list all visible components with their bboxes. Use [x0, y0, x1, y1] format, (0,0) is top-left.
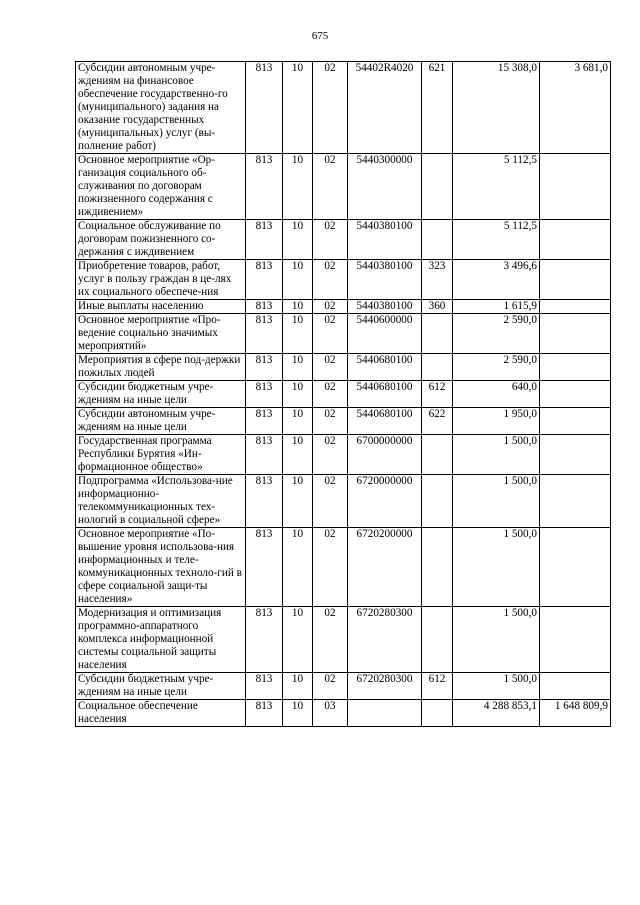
cell-amount-1: 1 500,0: [453, 528, 540, 607]
cell-amount-2: [540, 475, 611, 528]
cell-amount-1: 15 308,0: [453, 62, 540, 154]
cell-target-code: 6720280300: [348, 673, 422, 700]
cell-amount-1: 1 500,0: [453, 475, 540, 528]
cell-amount-1: 1 950,0: [453, 408, 540, 435]
cell-amount-2: [540, 673, 611, 700]
cell-name: Основное мероприятие «По-вышение уровня использова-ния информационных и теле-коммуникационных техноло-гий в сфере социальной защи-ты населения»: [76, 528, 246, 607]
table-row: [76, 408, 611, 435]
cell-name: Модернизация и оптимизация программно-аппаратного комплекса информационной системы социальной защиты населения: [76, 607, 246, 673]
cell-ved: 813: [246, 62, 283, 154]
cell-subsection: 02: [313, 435, 348, 475]
cell-section: 10: [283, 700, 313, 727]
cell-section: 10: [283, 475, 313, 528]
cell-target-code: [348, 700, 422, 727]
cell-amount-2: [540, 354, 611, 381]
cell-amount-2: [540, 528, 611, 607]
cell-amount-1: 4 288 853,1: [453, 700, 540, 727]
cell-amount-1: 1 500,0: [453, 673, 540, 700]
cell-target-code: 5440680100: [348, 354, 422, 381]
cell-amount-1: 1 615,9: [453, 300, 540, 314]
cell-ved: 813: [246, 673, 283, 700]
table-row: [76, 62, 611, 154]
cell-name: Субсидии автономным учре-ждениям на финансовое обеспечение государственно-го (муниципального) задания на оказание государственных (муниципальных) услуг (вы-полнение работ): [76, 62, 246, 154]
cell-ved: 813: [246, 607, 283, 673]
cell-section: 10: [283, 154, 313, 220]
cell-expense-type: 612: [422, 673, 453, 700]
cell-amount-1: 5 112,5: [453, 220, 540, 260]
cell-target-code: 6720000000: [348, 475, 422, 528]
cell-target-code: 5440680100: [348, 381, 422, 408]
table-row: [76, 260, 611, 300]
cell-amount-2: [540, 314, 611, 354]
table-body: [76, 62, 611, 727]
cell-name: Иные выплаты населению: [76, 300, 246, 314]
cell-expense-type: [422, 435, 453, 475]
cell-amount-2: [540, 300, 611, 314]
cell-section: 10: [283, 381, 313, 408]
cell-expense-type: 360: [422, 300, 453, 314]
cell-section: 10: [283, 300, 313, 314]
cell-expense-type: [422, 700, 453, 727]
cell-subsection: 02: [313, 354, 348, 381]
cell-expense-type: 612: [422, 381, 453, 408]
cell-ved: 813: [246, 300, 283, 314]
cell-section: 10: [283, 607, 313, 673]
cell-expense-type: 621: [422, 62, 453, 154]
cell-subsection: 03: [313, 700, 348, 727]
cell-section: 10: [283, 673, 313, 700]
cell-amount-2: [540, 260, 611, 300]
cell-target-code: 54402R4020: [348, 62, 422, 154]
cell-amount-1: 3 496,6: [453, 260, 540, 300]
table-row: [76, 607, 611, 673]
cell-amount-2: [540, 435, 611, 475]
cell-subsection: 02: [313, 381, 348, 408]
cell-ved: 813: [246, 154, 283, 220]
table-row: [76, 354, 611, 381]
cell-section: 10: [283, 354, 313, 381]
table-row: [76, 220, 611, 260]
cell-section: 10: [283, 408, 313, 435]
cell-expense-type: [422, 314, 453, 354]
cell-subsection: 02: [313, 62, 348, 154]
cell-name: Основное мероприятие «Ор-ганизация социального об-служивания по договорам пожизненного содержания с иждивением»: [76, 154, 246, 220]
cell-target-code: 6720200000: [348, 528, 422, 607]
table-row: [76, 700, 611, 727]
cell-amount-1: 1 500,0: [453, 435, 540, 475]
cell-name: Субсидии бюджетным учре-ждениям на иные цели: [76, 381, 246, 408]
cell-expense-type: 622: [422, 408, 453, 435]
cell-amount-2: 3 681,0: [540, 62, 611, 154]
cell-subsection: 02: [313, 220, 348, 260]
cell-amount-1: 640,0: [453, 381, 540, 408]
budget-table: [75, 61, 611, 727]
cell-subsection: 02: [313, 528, 348, 607]
table-row: [76, 381, 611, 408]
cell-ved: 813: [246, 220, 283, 260]
cell-name: Социальное обслуживание по договорам пожизненного со-держания с иждивением: [76, 220, 246, 260]
cell-section: 10: [283, 220, 313, 260]
table-row: [76, 673, 611, 700]
cell-amount-2: [540, 154, 611, 220]
cell-section: 10: [283, 62, 313, 154]
cell-subsection: 02: [313, 300, 348, 314]
table-row: [76, 475, 611, 528]
cell-amount-1: 2 590,0: [453, 354, 540, 381]
table-row: [76, 154, 611, 220]
page-number: 675: [311, 30, 329, 42]
cell-ved: 813: [246, 314, 283, 354]
cell-ved: 813: [246, 408, 283, 435]
cell-section: 10: [283, 528, 313, 607]
cell-name: Государственная программа Республики Бурятия «Ин-формационное общество»: [76, 435, 246, 475]
cell-target-code: 6720280300: [348, 607, 422, 673]
table-row: [76, 528, 611, 607]
cell-target-code: 5440680100: [348, 408, 422, 435]
cell-subsection: 02: [313, 607, 348, 673]
cell-ved: 813: [246, 528, 283, 607]
cell-amount-2: [540, 381, 611, 408]
cell-amount-1: 5 112,5: [453, 154, 540, 220]
cell-expense-type: [422, 475, 453, 528]
table-row: [76, 300, 611, 314]
cell-subsection: 02: [313, 673, 348, 700]
cell-amount-2: [540, 607, 611, 673]
cell-amount-1: 1 500,0: [453, 607, 540, 673]
table-row: [76, 435, 611, 475]
cell-target-code: 5440380100: [348, 260, 422, 300]
cell-ved: 813: [246, 381, 283, 408]
cell-amount-2: [540, 220, 611, 260]
cell-subsection: 02: [313, 408, 348, 435]
cell-section: 10: [283, 260, 313, 300]
cell-target-code: 5440300000: [348, 154, 422, 220]
cell-expense-type: [422, 220, 453, 260]
cell-expense-type: 323: [422, 260, 453, 300]
cell-expense-type: [422, 607, 453, 673]
cell-ved: 813: [246, 260, 283, 300]
cell-ved: 813: [246, 435, 283, 475]
cell-expense-type: [422, 154, 453, 220]
cell-name: Мероприятия в сфере под-держки пожилых людей: [76, 354, 246, 381]
cell-subsection: 02: [313, 475, 348, 528]
cell-amount-2: 1 648 809,9: [540, 700, 611, 727]
cell-name: Субсидии бюджетным учре-ждениям на иные цели: [76, 673, 246, 700]
cell-ved: 813: [246, 700, 283, 727]
cell-ved: 813: [246, 475, 283, 528]
cell-expense-type: [422, 354, 453, 381]
cell-subsection: 02: [313, 314, 348, 354]
cell-name: Приобретение товаров, работ, услуг в пользу граждан в це-лях их социального обеспече-ния: [76, 260, 246, 300]
cell-target-code: 6700000000: [348, 435, 422, 475]
cell-subsection: 02: [313, 154, 348, 220]
cell-ved: 813: [246, 354, 283, 381]
cell-amount-2: [540, 408, 611, 435]
table-row: [76, 314, 611, 354]
cell-amount-1: 2 590,0: [453, 314, 540, 354]
cell-subsection: 02: [313, 260, 348, 300]
cell-section: 10: [283, 435, 313, 475]
cell-target-code: 5440600000: [348, 314, 422, 354]
cell-expense-type: [422, 528, 453, 607]
cell-target-code: 5440380100: [348, 300, 422, 314]
cell-name: Субсидии автономным учре-ждениям на иные цели: [76, 408, 246, 435]
cell-name: Основное мероприятие «Про-ведение социально значимых мероприятий»: [76, 314, 246, 354]
cell-name: Подпрограмма «Использова-ние информационно-телекоммуникационных тех-нологий в социальной сфере»: [76, 475, 246, 528]
cell-section: 10: [283, 314, 313, 354]
cell-target-code: 5440380100: [348, 220, 422, 260]
cell-name: Социальное обеспечение населения: [76, 700, 246, 727]
